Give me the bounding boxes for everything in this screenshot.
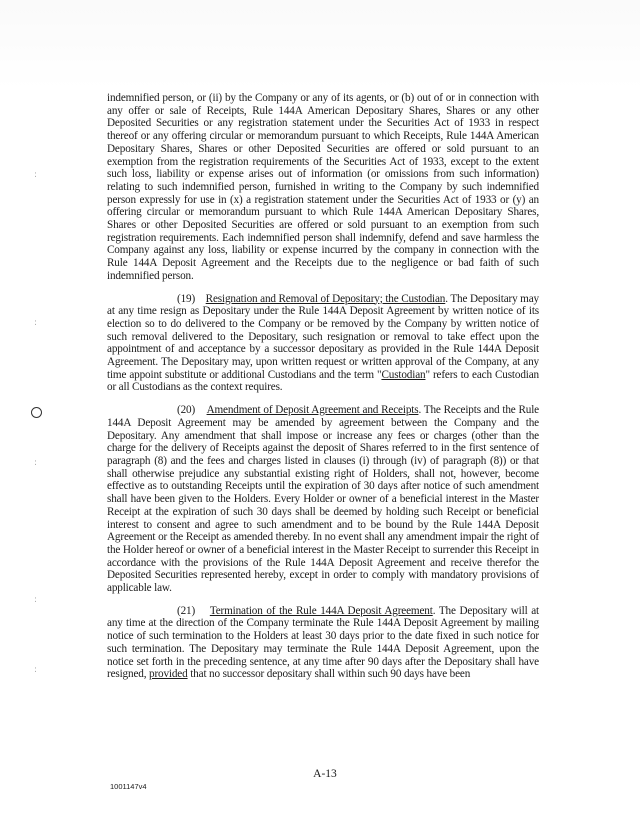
custodian-defined-term: Custodian — [381, 368, 426, 381]
section-21-body-end: that no successor depositary shall within such 90 days have been — [187, 668, 471, 681]
document-body — [107, 92, 539, 691]
section-19-body-end: " refers to each Custodian or all Custodians as the context requires. — [107, 368, 539, 394]
section-19-paragraph — [107, 293, 539, 395]
section-21-body: . The Depositary will at any time at the direction of the Company terminate the Rule 144A Deposit Agreement by mailing notice of such termination to the Holders at least 30 days prior to the date fixed in such notice for such termination. The Depositary may terminate the Rule 144A Deposit Agreement, upon the notice set forth in the preceding sentence, at any time after 90 days after the Depositary shall have resigned, — [107, 604, 540, 681]
section-20-number: (20) — [177, 404, 196, 417]
intro-paragraph: indemnified person, or (ii) by the Company or any of its agents, or (b) out of or in connection with any offer or sale of Receipts, Rule 144A American Depositary Shares, Shares or any other Deposited Securities or any registration statement under the Securities Act of 1933 in respect thereof or any offering circular or memorandum pursuant to which Receipts, Rule 144A American Depositary Shares, Shares or other Deposited Securities are offered or sold pursuant to an exemption from the registration requirements of the Securities Act of 1933, except to the extent such loss, liability or expense arises out of information (or omissions from such information) relating to such indemnified person, furnished in writing to the Company by such indemnified person expressly for use in (x) a registration statement under the Securities Act of 1933 or (y) an offering circular or memorandum pursuant to which Rule 144A American Depositary Shares, Shares or other Deposited Securities are offered or sold pursuant to an exemption from such registration requirements. Each indemnified person shall indemnify, defend and save harmless the Company against any loss, liability or expense incurred by the company in connection with the Rule 144A Deposit Agreement and the Receipts due to the negligence or bad faith of such indemnified person. — [107, 92, 539, 282]
provided-emphasis: provided — [149, 668, 188, 681]
margin-mark: : — [34, 458, 38, 468]
section-21-number: (21) — [177, 604, 196, 617]
section-20-body: . The Receipts and the Rule 144A Deposit Agreement may be amended by agreement between the Company and the Depositary. Any amendment that shall impose or increase any fees or charges (other than the charge for the delivery of Receipts against the deposit of Shares referred to in the first sentence of paragraph (8) and the fees and charges listed in clauses (i) through (iv) of paragraph (8)) or that shall otherwise prejudice any substantial existing right of Holders, shall not, however, become effective as to outstanding Receipts until the expiration of 30 days after notice of such amendment shall have been given to the Holders. Every Holder or owner of a beneficial interest in the Master Receipt at the expiration of such 30 days shall be deemed by holding such Receipt or beneficial interest to consent and agree to such amendment and to be bound by the Rule 144A Deposit Agreement or the Receipt as amended thereby. In no event shall any amendment impair the right of the Holder hereof or owner of a beneficial interest in the Master Receipt to surrender this Receipt in accordance with the provisions of the Rule 144A Deposit Agreement and receive therefor the Deposited Securities represented hereby, except in order to comply with mandatory provisions of applicable law. — [107, 404, 539, 595]
document-id: 1001147v4 — [110, 782, 147, 791]
section-21-heading: Termination of the Rule 144A Deposit Agreement — [209, 604, 433, 617]
scan-header-noise — [0, 0, 640, 90]
section-20-paragraph — [107, 404, 539, 595]
margin-mark: : — [34, 595, 38, 605]
section-19-number: (19) — [177, 292, 196, 305]
section-19-body: . The Depositary may at any time resign as Depositary under the Rule 144A Deposit Agreement by written notice of its election so to do delivered to the Company or be removed by the Company by written notice of such removal delivered to the Depositary, such resignation or removal to take effect upon the appointment of and acceptance by a successor depositary as provided in the Rule 144A Deposit Agreement. The Depositary may, upon written request or written approval of the Company, at any time appoint substitute or additional Custodians and the term " — [107, 292, 539, 381]
margin-mark: : — [34, 318, 38, 328]
margin-mark: : — [34, 665, 38, 675]
section-21-paragraph — [107, 605, 539, 681]
section-19-heading: Resignation and Removal of Depositary; the Custodian — [205, 292, 446, 305]
page-number: A-13 — [313, 768, 337, 780]
punch-hole-icon — [31, 407, 42, 418]
section-20-heading: Amendment of Deposit Agreement and Receipts — [206, 404, 419, 417]
margin-mark: : — [34, 170, 38, 180]
